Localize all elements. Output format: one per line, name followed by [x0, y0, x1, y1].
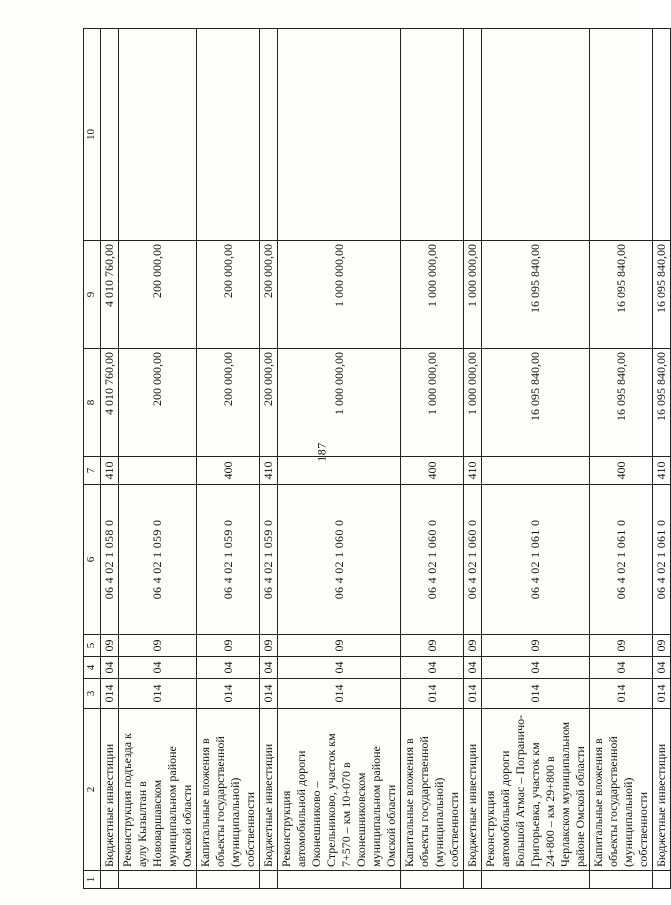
cell-target-article: 06 4 02 1 061 0	[482, 485, 590, 635]
cell-amount-8: 1 000 000,00	[464, 349, 482, 457]
cell-expense-type	[278, 457, 401, 485]
cell-col10	[101, 29, 119, 241]
cell-subsection: 09	[482, 635, 590, 657]
column-number-row	[84, 29, 101, 889]
cell-name: Реконструкция подъезда к аулу Кызылтан в Нововаршавском муниципальном районе Омской области	[119, 709, 197, 871]
cell-section: 04	[590, 657, 653, 679]
colnum-5: 5	[84, 635, 101, 657]
cell-amount-9: 16 095 840,00	[482, 241, 590, 349]
cell-code: 014	[464, 679, 482, 709]
cell-amount-8: 4 010 760,00	[101, 349, 119, 457]
colnum-6: 6	[84, 485, 101, 635]
colnum-4: 4	[84, 657, 101, 679]
budget-table-rotated	[83, 29, 668, 889]
cell-section: 04	[197, 657, 260, 679]
colnum-3: 3	[84, 679, 101, 709]
cell-amount-9: 200 000,00	[260, 241, 278, 349]
cell-amount-8: 16 095 840,00	[482, 349, 590, 457]
colnum-9: 9	[84, 241, 101, 349]
cell-code: 014	[278, 679, 401, 709]
cell-col1	[197, 871, 260, 889]
cell-section: 04	[260, 657, 278, 679]
colnum-8: 8	[84, 349, 101, 457]
cell-col1	[278, 871, 401, 889]
cell-name: Бюджетные инвестиции	[653, 709, 671, 871]
cell-col10	[401, 29, 464, 241]
cell-subsection: 09	[197, 635, 260, 657]
cell-code: 014	[482, 679, 590, 709]
cell-target-article: 06 4 02 1 059 0	[260, 485, 278, 635]
cell-amount-9: 200 000,00	[119, 241, 197, 349]
table-row	[590, 29, 653, 889]
cell-name: Реконструкция автомобильной дороги Большой Атмас – Пограничо-Григорьевка, участок км 24+800 – км 29+800 в Черлакском муниципальном районе Омской области	[482, 709, 590, 871]
cell-col10	[482, 29, 590, 241]
table-row	[260, 29, 278, 889]
cell-expense-type: 400	[197, 457, 260, 485]
cell-subsection: 09	[464, 635, 482, 657]
colnum-1: 1	[84, 871, 101, 889]
cell-amount-9: 16 095 840,00	[653, 241, 671, 349]
cell-amount-9: 1 000 000,00	[401, 241, 464, 349]
cell-section: 04	[482, 657, 590, 679]
cell-subsection: 09	[653, 635, 671, 657]
cell-code: 014	[119, 679, 197, 709]
cell-subsection: 09	[401, 635, 464, 657]
cell-name: Реконструкция автомобильной дороги Оконешниково – Стрельниково, участок км 7+570 – км 10+070 в Оконешниковском муниципальном районе Омской области	[278, 709, 401, 871]
cell-amount-9: 4 010 760,00	[101, 241, 119, 349]
cell-name: Бюджетные инвестиции	[101, 709, 119, 871]
cell-target-article: 06 4 02 1 060 0	[278, 485, 401, 635]
cell-subsection: 09	[119, 635, 197, 657]
cell-section: 04	[119, 657, 197, 679]
cell-target-article: 06 4 02 1 061 0	[590, 485, 653, 635]
cell-amount-8: 16 095 840,00	[653, 349, 671, 457]
cell-expense-type: 410	[464, 457, 482, 485]
cell-amount-8: 200 000,00	[197, 349, 260, 457]
cell-target-article: 06 4 02 1 060 0	[464, 485, 482, 635]
cell-code: 014	[653, 679, 671, 709]
cell-amount-8: 1 000 000,00	[401, 349, 464, 457]
cell-subsection: 09	[590, 635, 653, 657]
cell-col1	[590, 871, 653, 889]
cell-section: 04	[401, 657, 464, 679]
colnum-10: 10	[84, 29, 101, 241]
cell-subsection: 09	[101, 635, 119, 657]
cell-amount-8: 16 095 840,00	[590, 349, 653, 457]
cell-col1	[119, 871, 197, 889]
cell-name: Капитальные вложения в объекты государственной (муниципальной) собственности	[401, 709, 464, 871]
cell-target-article: 06 4 02 1 059 0	[197, 485, 260, 635]
cell-col1	[101, 871, 119, 889]
cell-expense-type: 400	[401, 457, 464, 485]
cell-target-article: 06 4 02 1 058 0	[101, 485, 119, 635]
cell-section: 04	[653, 657, 671, 679]
cell-col10	[464, 29, 482, 241]
cell-expense-type: 410	[653, 457, 671, 485]
table-body	[84, 29, 671, 889]
cell-expense-type: 410	[101, 457, 119, 485]
table-row	[119, 29, 197, 889]
cell-target-article: 06 4 02 1 060 0	[401, 485, 464, 635]
cell-amount-9: 1 000 000,00	[278, 241, 401, 349]
cell-amount-9: 200 000,00	[197, 241, 260, 349]
cell-expense-type	[482, 457, 590, 485]
cell-col10	[119, 29, 197, 241]
cell-col1	[401, 871, 464, 889]
table-row	[653, 29, 671, 889]
cell-section: 04	[278, 657, 401, 679]
budget-table	[83, 28, 671, 889]
cell-col1	[464, 871, 482, 889]
cell-col1	[260, 871, 278, 889]
cell-col10	[260, 29, 278, 241]
cell-name: Капитальные вложения в объекты государственной (муниципальной) собственности	[197, 709, 260, 871]
cell-col1	[653, 871, 671, 889]
cell-code: 014	[401, 679, 464, 709]
cell-code: 014	[590, 679, 653, 709]
cell-amount-9: 16 095 840,00	[590, 241, 653, 349]
cell-expense-type	[119, 457, 197, 485]
cell-subsection: 09	[260, 635, 278, 657]
cell-target-article: 06 4 02 1 061 0	[653, 485, 671, 635]
colnum-2: 2	[84, 709, 101, 871]
table-row	[464, 29, 482, 889]
cell-name: Бюджетные инвестиции	[260, 709, 278, 871]
cell-amount-8: 1 000 000,00	[278, 349, 401, 457]
cell-subsection: 09	[278, 635, 401, 657]
cell-amount-8: 200 000,00	[260, 349, 278, 457]
cell-expense-type: 400	[590, 457, 653, 485]
cell-section: 04	[464, 657, 482, 679]
table-row	[197, 29, 260, 889]
cell-col10	[197, 29, 260, 241]
table-row	[401, 29, 464, 889]
cell-code: 014	[260, 679, 278, 709]
colnum-7: 7	[84, 457, 101, 485]
cell-expense-type: 410	[260, 457, 278, 485]
cell-col10	[653, 29, 671, 241]
cell-name: Бюджетные инвестиции	[464, 709, 482, 871]
table-row	[101, 29, 119, 889]
cell-code: 014	[197, 679, 260, 709]
cell-col10	[590, 29, 653, 241]
table-row	[278, 29, 401, 889]
cell-name: Капитальные вложения в объекты государственной (муниципальной) собственности	[590, 709, 653, 871]
page-number: 187	[314, 442, 329, 462]
cell-target-article: 06 4 02 1 059 0	[119, 485, 197, 635]
cell-code: 014	[101, 679, 119, 709]
cell-col1	[482, 871, 590, 889]
cell-amount-9: 1 000 000,00	[464, 241, 482, 349]
cell-section: 04	[101, 657, 119, 679]
cell-amount-8: 200 000,00	[119, 349, 197, 457]
cell-col10	[278, 29, 401, 241]
table-row	[482, 29, 590, 889]
